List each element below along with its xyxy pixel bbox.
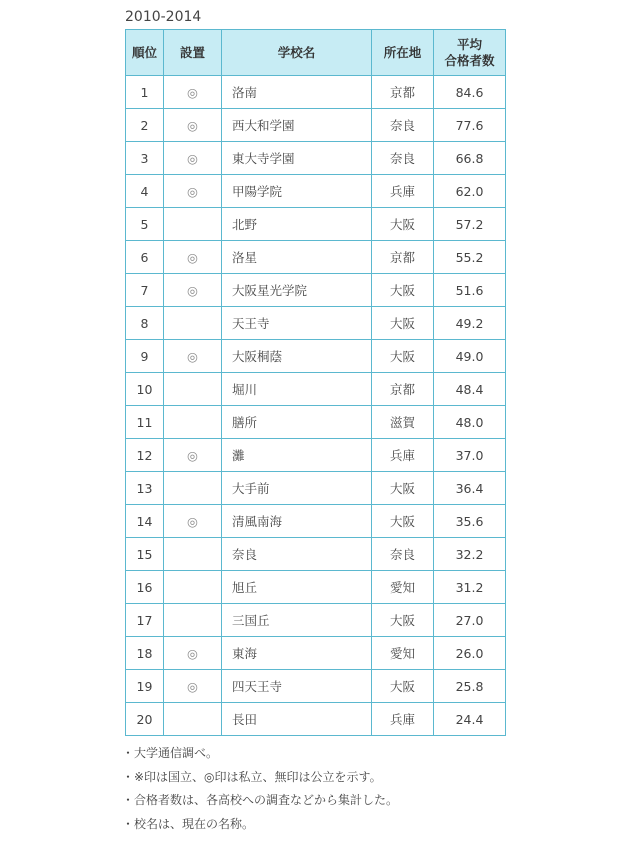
rank-cell: 6 [126, 241, 164, 274]
table-row [126, 340, 506, 373]
school-name-cell: 堀川 [222, 373, 372, 406]
school-name-cell: 甲陽学院 [222, 175, 372, 208]
type-cell: ◎ [164, 505, 222, 538]
rank-cell: 3 [126, 142, 164, 175]
rank-cell: 19 [126, 670, 164, 703]
table-row [126, 472, 506, 505]
location-cell: 大阪 [372, 274, 434, 307]
ranking-table [125, 29, 506, 736]
school-name-cell: 西大和学園 [222, 109, 372, 142]
type-cell: ◎ [164, 241, 222, 274]
average-cell: 26.0 [434, 637, 506, 670]
location-cell: 大阪 [372, 670, 434, 703]
rank-cell: 12 [126, 439, 164, 472]
type-cell [164, 571, 222, 604]
type-cell [164, 604, 222, 637]
type-cell: ◎ [164, 175, 222, 208]
note-item: ・大学通信調べ。 [122, 746, 219, 760]
average-cell: 62.0 [434, 175, 506, 208]
table-row [126, 439, 506, 472]
table-row [126, 538, 506, 571]
header-type: 設置 [164, 30, 222, 76]
type-cell: ◎ [164, 274, 222, 307]
header-location: 所在地 [372, 30, 434, 76]
average-cell: 37.0 [434, 439, 506, 472]
location-cell: 兵庫 [372, 703, 434, 736]
ranking-section [122, 6, 506, 836]
average-cell: 66.8 [434, 142, 506, 175]
type-cell [164, 373, 222, 406]
rank-cell: 11 [126, 406, 164, 439]
school-name-cell: 四天王寺 [222, 670, 372, 703]
rank-cell: 2 [126, 109, 164, 142]
table-row [126, 373, 506, 406]
average-cell: 49.2 [434, 307, 506, 340]
location-cell: 奈良 [372, 142, 434, 175]
table-row [126, 505, 506, 538]
rank-cell: 9 [126, 340, 164, 373]
table-row [126, 637, 506, 670]
rank-cell: 5 [126, 208, 164, 241]
location-cell: 大阪 [372, 307, 434, 340]
type-cell [164, 406, 222, 439]
average-cell: 48.0 [434, 406, 506, 439]
school-name-cell: 天王寺 [222, 307, 372, 340]
type-cell: ◎ [164, 637, 222, 670]
school-name-cell: 旭丘 [222, 571, 372, 604]
table-row [126, 241, 506, 274]
location-cell: 兵庫 [372, 439, 434, 472]
school-name-cell: 三国丘 [222, 604, 372, 637]
location-cell: 愛知 [372, 571, 434, 604]
location-cell: 愛知 [372, 637, 434, 670]
table-row [126, 109, 506, 142]
type-cell [164, 703, 222, 736]
average-cell: 57.2 [434, 208, 506, 241]
location-cell: 大阪 [372, 604, 434, 637]
rank-cell: 15 [126, 538, 164, 571]
average-cell: 25.8 [434, 670, 506, 703]
rank-cell: 10 [126, 373, 164, 406]
average-cell: 51.6 [434, 274, 506, 307]
location-cell: 奈良 [372, 538, 434, 571]
rank-cell: 17 [126, 604, 164, 637]
note-item: ・校名は、現在の名称。 [122, 816, 255, 831]
table-row [126, 670, 506, 703]
rank-cell: 1 [126, 76, 164, 109]
table-row [126, 274, 506, 307]
table-row [126, 142, 506, 175]
school-name-cell: 洛南 [222, 76, 372, 109]
school-name-cell: 奈良 [222, 538, 372, 571]
average-cell: 84.6 [434, 76, 506, 109]
school-name-cell: 灘 [222, 439, 372, 472]
note-item: ・合格者数は、各高校への調査などから集計した。 [122, 793, 399, 807]
type-cell [164, 208, 222, 241]
school-name-cell: 大阪桐蔭 [222, 340, 372, 373]
header-school: 学校名 [222, 30, 372, 76]
header-average-line2: 合格者数 [444, 52, 495, 68]
average-cell: 36.4 [434, 472, 506, 505]
school-name-cell: 大阪星光学院 [222, 274, 372, 307]
average-cell: 32.2 [434, 538, 506, 571]
header-average-line1: 平均 [456, 36, 482, 52]
type-cell: ◎ [164, 142, 222, 175]
table-row [126, 604, 506, 637]
type-cell [164, 472, 222, 505]
school-name-cell: 東海 [222, 637, 372, 670]
average-cell: 48.4 [434, 373, 506, 406]
school-name-cell: 長田 [222, 703, 372, 736]
type-cell [164, 307, 222, 340]
table-row [126, 571, 506, 604]
table-row [126, 703, 506, 736]
header-rank: 順位 [126, 30, 164, 76]
average-cell: 27.0 [434, 604, 506, 637]
type-cell: ◎ [164, 76, 222, 109]
location-cell: 大阪 [372, 472, 434, 505]
school-name-cell: 膳所 [222, 406, 372, 439]
location-cell: 大阪 [372, 208, 434, 241]
location-cell: 滋賀 [372, 406, 434, 439]
rank-cell: 13 [126, 472, 164, 505]
table-row [126, 307, 506, 340]
average-cell: 35.6 [434, 505, 506, 538]
rank-cell: 14 [126, 505, 164, 538]
location-cell: 京都 [372, 373, 434, 406]
location-cell: 京都 [372, 76, 434, 109]
average-cell: 24.4 [434, 703, 506, 736]
school-name-cell: 清風南海 [222, 505, 372, 538]
type-cell [164, 538, 222, 571]
notes [122, 742, 506, 836]
table-row [126, 208, 506, 241]
school-name-cell: 東大寺学園 [222, 142, 372, 175]
table-row [126, 406, 506, 439]
average-cell: 77.6 [434, 109, 506, 142]
table-header-row [126, 30, 506, 76]
period-label: 2010-2014 [125, 9, 202, 25]
school-name-cell: 洛星 [222, 241, 372, 274]
average-cell: 31.2 [434, 571, 506, 604]
location-cell: 大阪 [372, 505, 434, 538]
type-cell: ◎ [164, 439, 222, 472]
rank-cell: 4 [126, 175, 164, 208]
type-cell: ◎ [164, 109, 222, 142]
location-cell: 奈良 [372, 109, 434, 142]
average-cell: 55.2 [434, 241, 506, 274]
rank-cell: 18 [126, 637, 164, 670]
type-cell: ◎ [164, 670, 222, 703]
average-cell: 49.0 [434, 340, 506, 373]
note-item: ・※印は国立、◎印は私立、無印は公立を示す。 [122, 769, 382, 784]
school-name-cell: 大手前 [222, 472, 372, 505]
location-cell: 兵庫 [372, 175, 434, 208]
header-average [434, 30, 506, 76]
rank-cell: 8 [126, 307, 164, 340]
location-cell: 大阪 [372, 340, 434, 373]
school-name-cell: 北野 [222, 208, 372, 241]
location-cell: 京都 [372, 241, 434, 274]
rank-cell: 7 [126, 274, 164, 307]
type-cell: ◎ [164, 340, 222, 373]
rank-cell: 16 [126, 571, 164, 604]
table-row [126, 76, 506, 109]
table-row [126, 175, 506, 208]
rank-cell: 20 [126, 703, 164, 736]
